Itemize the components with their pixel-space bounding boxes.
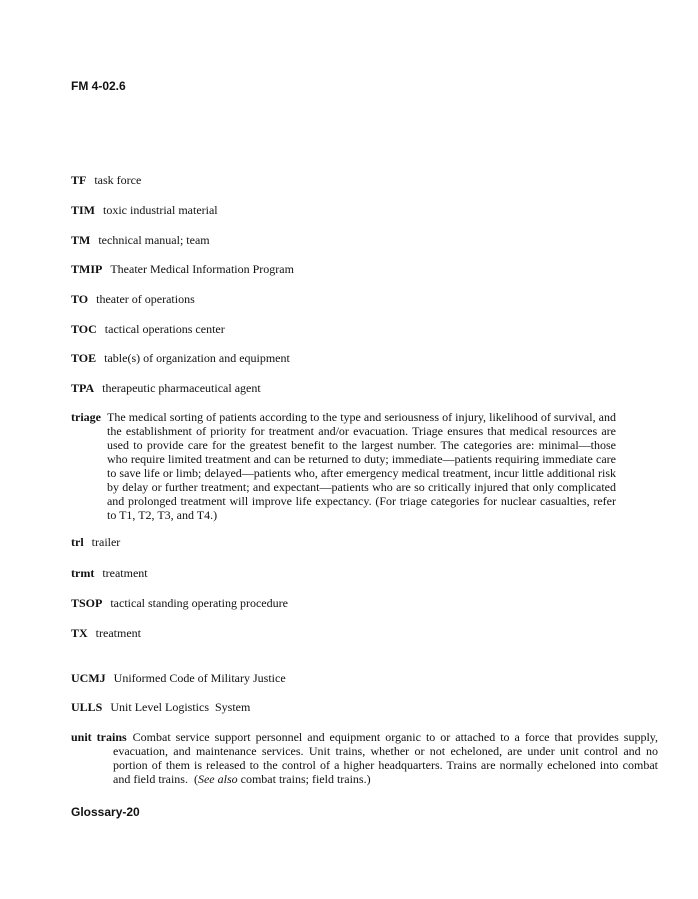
glossary-term: TOE	[71, 351, 97, 365]
glossary-definition: The medical sorting of patients according to the type and seriousness of injury, likelihood of survival, and the establishment of priority for treatment and/or evacuation. Triage ensures that medical resources are used to provide care for the greatest benefit to the largest number. The categories are: minimal—those who require limited treatment and can be returned to duty; immediate—patients requiring immediate care to save life or limb; delayed—patients who, after emergency medical treatment, incur little additional risk by delay or further treatment; and expectant—patients who are so critically injured that only complicated and prolonged treatment will improve life expectancy. (For triage categories for nuclear casualties, refer to T1, T2, T3, and T4.)	[106, 410, 616, 522]
glossary-entry-to	[71, 292, 616, 306]
glossary-entry-tm	[71, 233, 616, 247]
glossary-definition: trailer	[91, 535, 121, 549]
glossary-definition: Theater Medical Information Program	[110, 262, 294, 276]
glossary-definition: table(s) of organization and equipment	[104, 351, 290, 365]
glossary-definition: Unit Level Logistics System	[110, 700, 251, 714]
glossary-definition: tactical operations center	[104, 322, 225, 336]
glossary-definition: Uniformed Code of Military Justice	[113, 671, 286, 685]
glossary-term: trmt	[71, 566, 95, 580]
glossary-term: ULLS	[71, 700, 103, 714]
glossary-definition: technical manual; team	[98, 233, 210, 247]
glossary-entry-trl	[71, 535, 616, 549]
glossary-entry-ucmj	[71, 671, 616, 685]
glossary-term: trl	[71, 535, 84, 549]
glossary-term: TMIP	[71, 262, 103, 276]
see-also-reference: combat trains; field trains.)	[240, 772, 371, 786]
glossary-term: TPA	[71, 381, 95, 395]
glossary-definition: task force	[94, 173, 142, 187]
manual-id-header: FM 4-02.6	[71, 79, 126, 93]
glossary-entry-tim	[71, 203, 616, 217]
glossary-entry-trmt	[71, 566, 616, 580]
glossary-definition: toxic industrial material	[103, 203, 218, 217]
glossary-definition: therapeutic pharmaceutical agent	[102, 381, 261, 395]
glossary-term: TSOP	[71, 596, 103, 610]
glossary-term: TIM	[71, 203, 95, 217]
glossary-term: TM	[71, 233, 91, 247]
glossary-definition: treatment	[95, 626, 141, 640]
glossary-entry-toc	[71, 322, 616, 336]
glossary-term: unit trains	[71, 730, 127, 744]
glossary-entry-unit-trains	[71, 730, 658, 786]
glossary-entry-toe	[71, 351, 616, 365]
glossary-definition: Combat service support personnel and equipment organic to or attached to a force that provides supply, evacuation, and maintenance services. Unit trains, whether or not echeloned, are under unit control and no portion of them is released to the control of a higher headquarters. Trains are normally echeloned into combat and field trains.	[113, 730, 658, 786]
see-also-open-paren: (	[193, 772, 198, 786]
glossary-definition: theater of operations	[96, 292, 195, 306]
glossary-entry-triage	[71, 410, 616, 522]
glossary-definition: tactical standing operating procedure	[110, 596, 288, 610]
glossary-entry-tf	[71, 173, 616, 187]
glossary-entry-tsop	[71, 596, 616, 610]
glossary-term: triage	[71, 410, 101, 424]
glossary-term: TF	[71, 173, 87, 187]
glossary-term: TO	[71, 292, 89, 306]
glossary-entry-tmip	[71, 262, 616, 276]
glossary-term: UCMJ	[71, 671, 106, 685]
glossary-entry-ulls	[71, 700, 616, 714]
glossary-definition: treatment	[102, 566, 148, 580]
see-also-label: See also	[197, 772, 238, 786]
glossary-entry-tpa	[71, 381, 616, 395]
page-number-footer: Glossary-20	[71, 805, 140, 819]
glossary-term: TX	[71, 626, 88, 640]
glossary-term: TOC	[71, 322, 97, 336]
glossary-entry-tx	[71, 626, 616, 640]
